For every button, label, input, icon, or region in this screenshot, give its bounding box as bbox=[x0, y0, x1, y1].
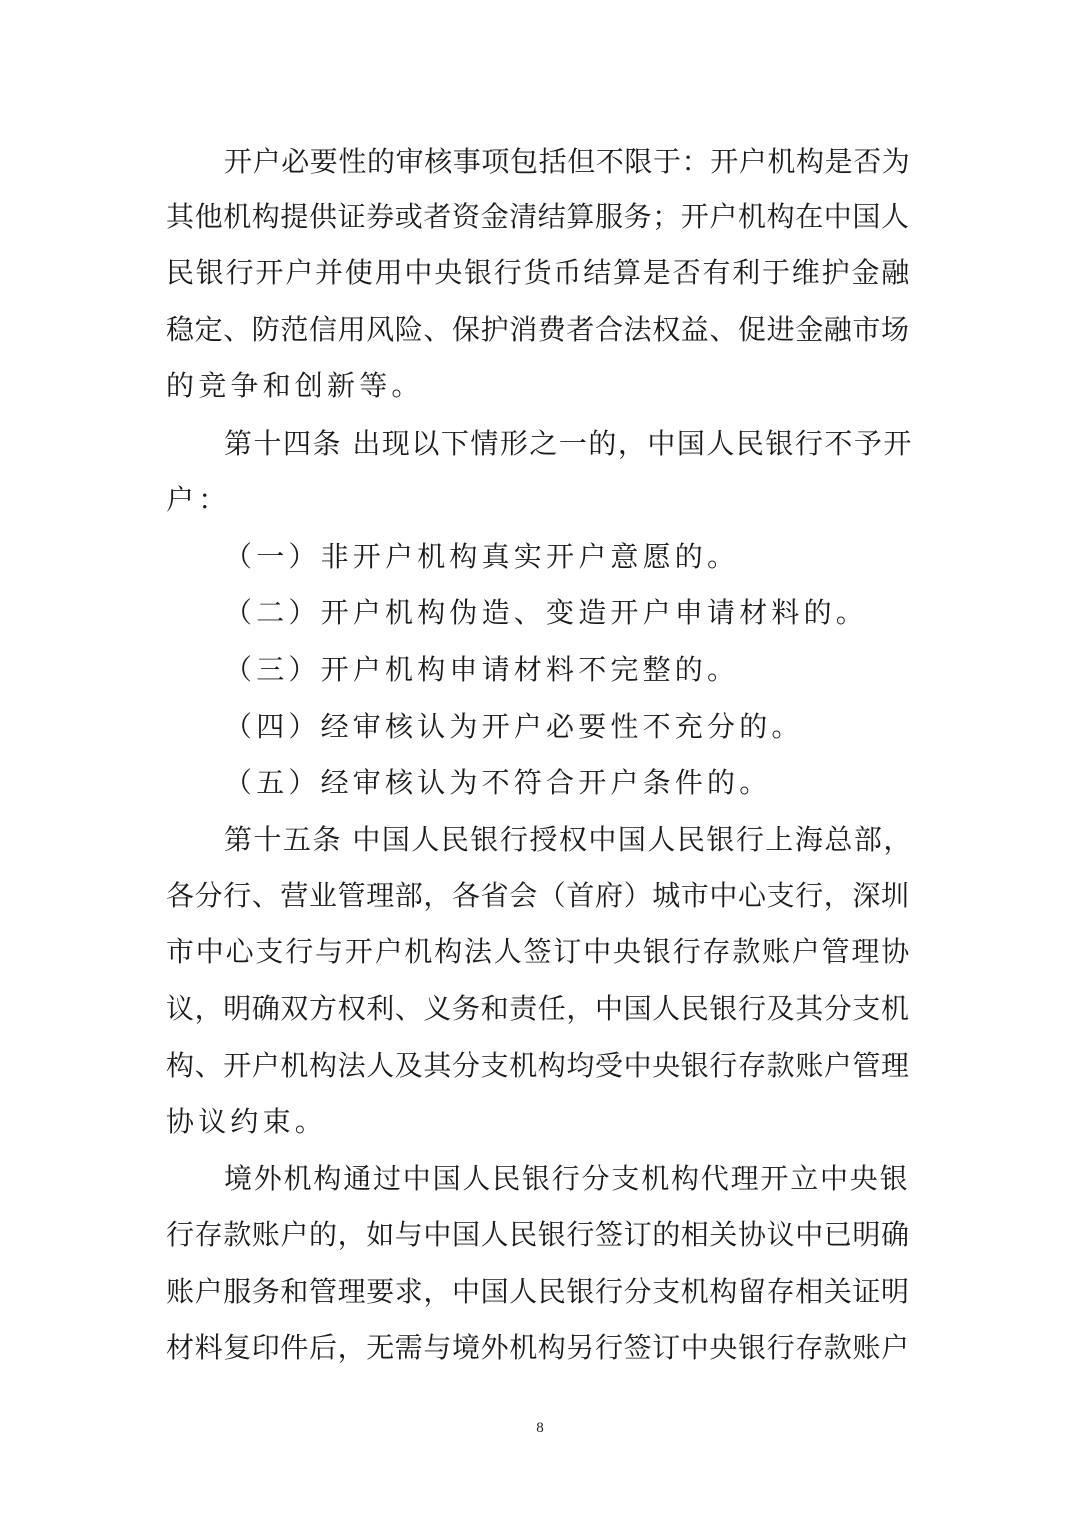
paragraph-line: 市中心支行与开户机构法人签订中央银行存款账户管理协 bbox=[166, 935, 912, 968]
page-number: 8 bbox=[536, 1420, 544, 1436]
paragraph-line: 协议约束。 bbox=[166, 1105, 328, 1138]
article-14-heading-line: 第十四条 出现以下情形之一的，中国人民银行不予开 bbox=[224, 427, 913, 460]
paragraph-line: 稳定、防范信用风险、保护消费者合法权益、促进金融市场 bbox=[166, 313, 910, 346]
paragraph-line: 民银行开户并使用中央银行货币结算是否有利于维护金融 bbox=[166, 256, 912, 289]
paragraph-line: 行存款账户的，如与中国人民银行签订的相关协议中已明确 bbox=[166, 1218, 910, 1251]
article-15-heading-line: 第十五条 中国人民银行授权中国人民银行上海总部， bbox=[224, 823, 913, 856]
paragraph-line: 境外机构通过中国人民银行分支机构代理开立中央银 bbox=[224, 1162, 910, 1195]
list-item: （四）经审核认为开户必要性不充分的。 bbox=[224, 710, 804, 743]
paragraph-line: 开户必要性的审核事项包括但不限于：开户机构是否为 bbox=[224, 145, 911, 178]
list-item: （三）开户机构申请材料不完整的。 bbox=[224, 653, 740, 686]
paragraph-line: 各分行、营业管理部，各省会（首府）城市中心支行，深圳 bbox=[166, 879, 910, 912]
paragraph-line: 材料复印件后，无需与境外机构另行签订中央银行存款账户 bbox=[166, 1331, 910, 1364]
paragraph-line: 的竞争和创新等。 bbox=[166, 369, 424, 402]
paragraph-line: 户： bbox=[166, 483, 231, 516]
paragraph-line: 账户服务和管理要求，中国人民银行分支机构留存相关证明 bbox=[166, 1275, 910, 1308]
list-item: （一）非开户机构真实开户意愿的。 bbox=[224, 540, 740, 573]
paragraph-line: 其他机构提供证券或者资金清结算服务；开户机构在中国人 bbox=[166, 200, 910, 233]
paragraph-line: 议，明确双方权利、义务和责任，中国人民银行及其分支机 bbox=[166, 992, 910, 1025]
paragraph-line: 构、开户机构法人及其分支机构均受中央银行存款账户管理 bbox=[166, 1049, 910, 1082]
list-item: （二）开户机构伪造、变造开户申请材料的。 bbox=[224, 596, 869, 629]
list-item: （五）经审核认为不符合开户条件的。 bbox=[224, 766, 772, 799]
